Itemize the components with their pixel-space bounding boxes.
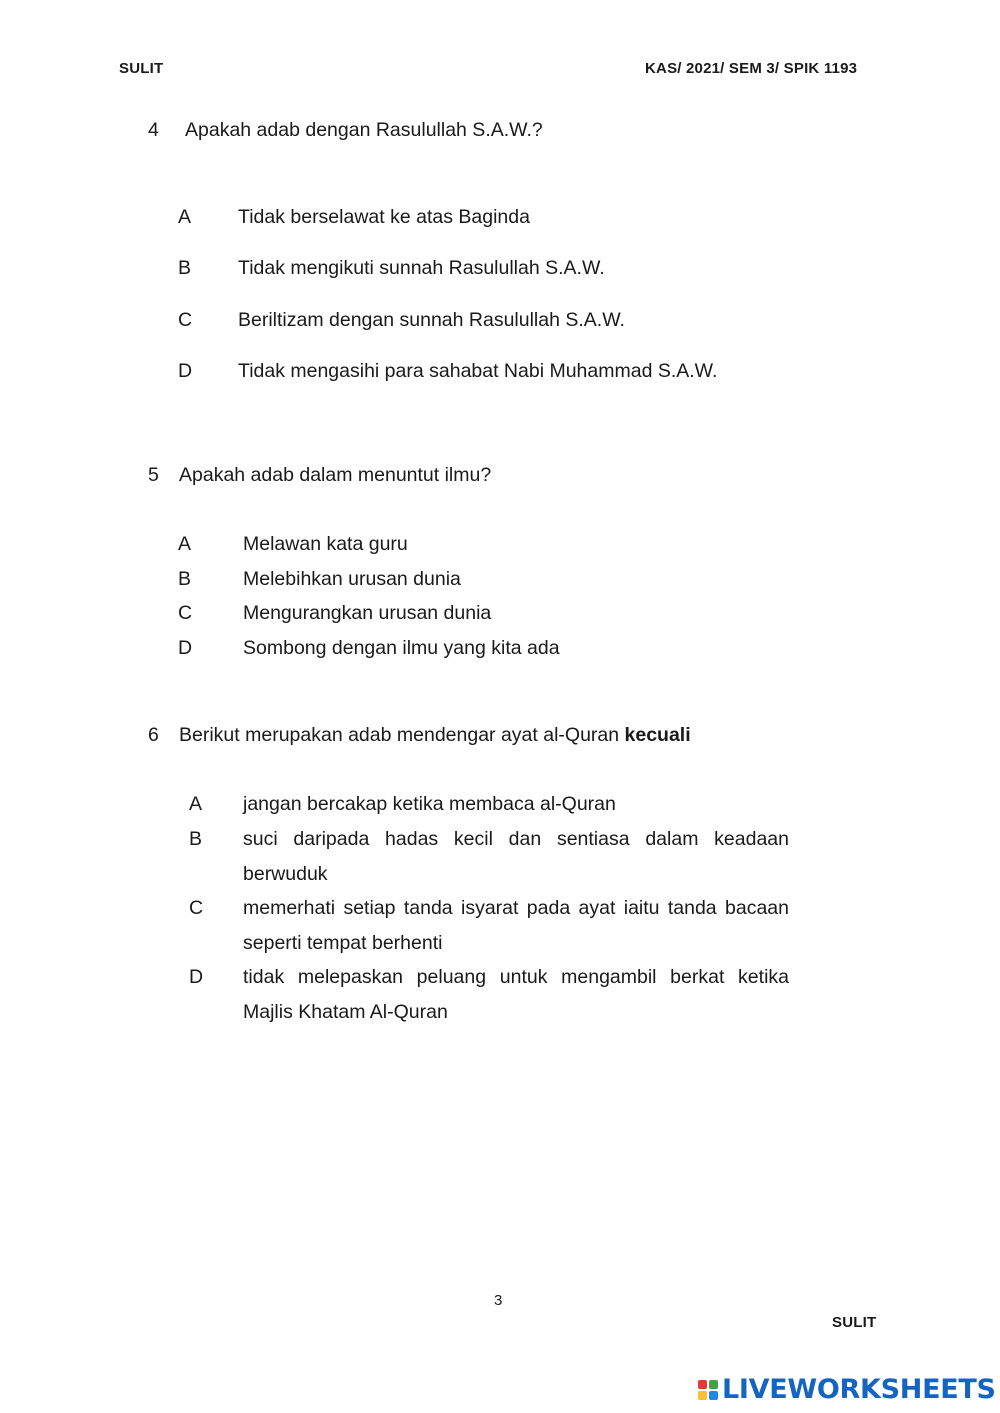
option-letter: D xyxy=(178,637,193,659)
question-text: Apakah adab dalam menuntut ilmu? xyxy=(179,464,492,486)
question-number: 4 xyxy=(148,119,159,141)
header-right: KAS/ 2021/ SEM 3/ SPIK 1193 xyxy=(645,60,858,77)
question-text: Apakah adab dengan Rasulullah S.A.W.? xyxy=(185,119,543,141)
question-text-main: Berikut merupakan adab mendengar ayat al-Quran xyxy=(179,724,620,746)
option-letter: D xyxy=(178,360,193,382)
option-text: memerhati setiap tanda isyarat pada ayat iaitu tanda bacaan seperti tempat berhenti xyxy=(243,897,789,954)
option-text: Melawan kata guru xyxy=(243,533,408,555)
option-letter: B xyxy=(189,828,203,850)
brand-text: LIVEWORKSHEETS xyxy=(722,1374,996,1405)
option-letter: B xyxy=(178,568,192,590)
option-letter: A xyxy=(178,206,192,228)
question-text xyxy=(179,718,691,753)
page-number: 3 xyxy=(494,1292,503,1309)
option-text: suci daripada hadas kecil dan sentiasa dalam keadaan berwuduk xyxy=(243,828,789,885)
option-text: Sombong dengan ilmu yang kita ada xyxy=(243,637,560,659)
option-text: Melebihkan urusan dunia xyxy=(243,568,461,590)
question-number: 6 xyxy=(148,724,159,746)
liveworksheets-brand xyxy=(698,1374,996,1405)
option-text: jangan bercakap ketika membaca al-Quran xyxy=(243,793,616,815)
option-letter: B xyxy=(178,257,192,279)
option-text: Mengurangkan urusan dunia xyxy=(243,602,492,624)
question-emphasis: kecuali xyxy=(624,724,691,746)
option-text: Tidak berselawat ke atas Baginda xyxy=(238,206,530,228)
liveworksheets-logo-icon xyxy=(698,1380,718,1400)
option-text: tidak melepaskan peluang untuk mengambil berkat ketika Majlis Khatam Al-Quran xyxy=(243,966,789,1023)
footer-right: SULIT xyxy=(832,1314,877,1331)
option-letter: C xyxy=(189,897,204,919)
option-text: Beriltizam dengan sunnah Rasulullah S.A.W. xyxy=(238,309,625,331)
option-letter: A xyxy=(189,793,203,815)
option-letter: D xyxy=(189,966,204,988)
option-letter: A xyxy=(178,533,192,555)
option-text: Tidak mengasihi para sahabat Nabi Muhammad S.A.W. xyxy=(238,360,718,382)
question-number: 5 xyxy=(148,464,159,486)
option-text: Tidak mengikuti sunnah Rasulullah S.A.W. xyxy=(238,257,605,279)
option-letter: C xyxy=(178,309,193,331)
option-letter: C xyxy=(178,602,193,624)
header-left: SULIT xyxy=(119,60,164,77)
